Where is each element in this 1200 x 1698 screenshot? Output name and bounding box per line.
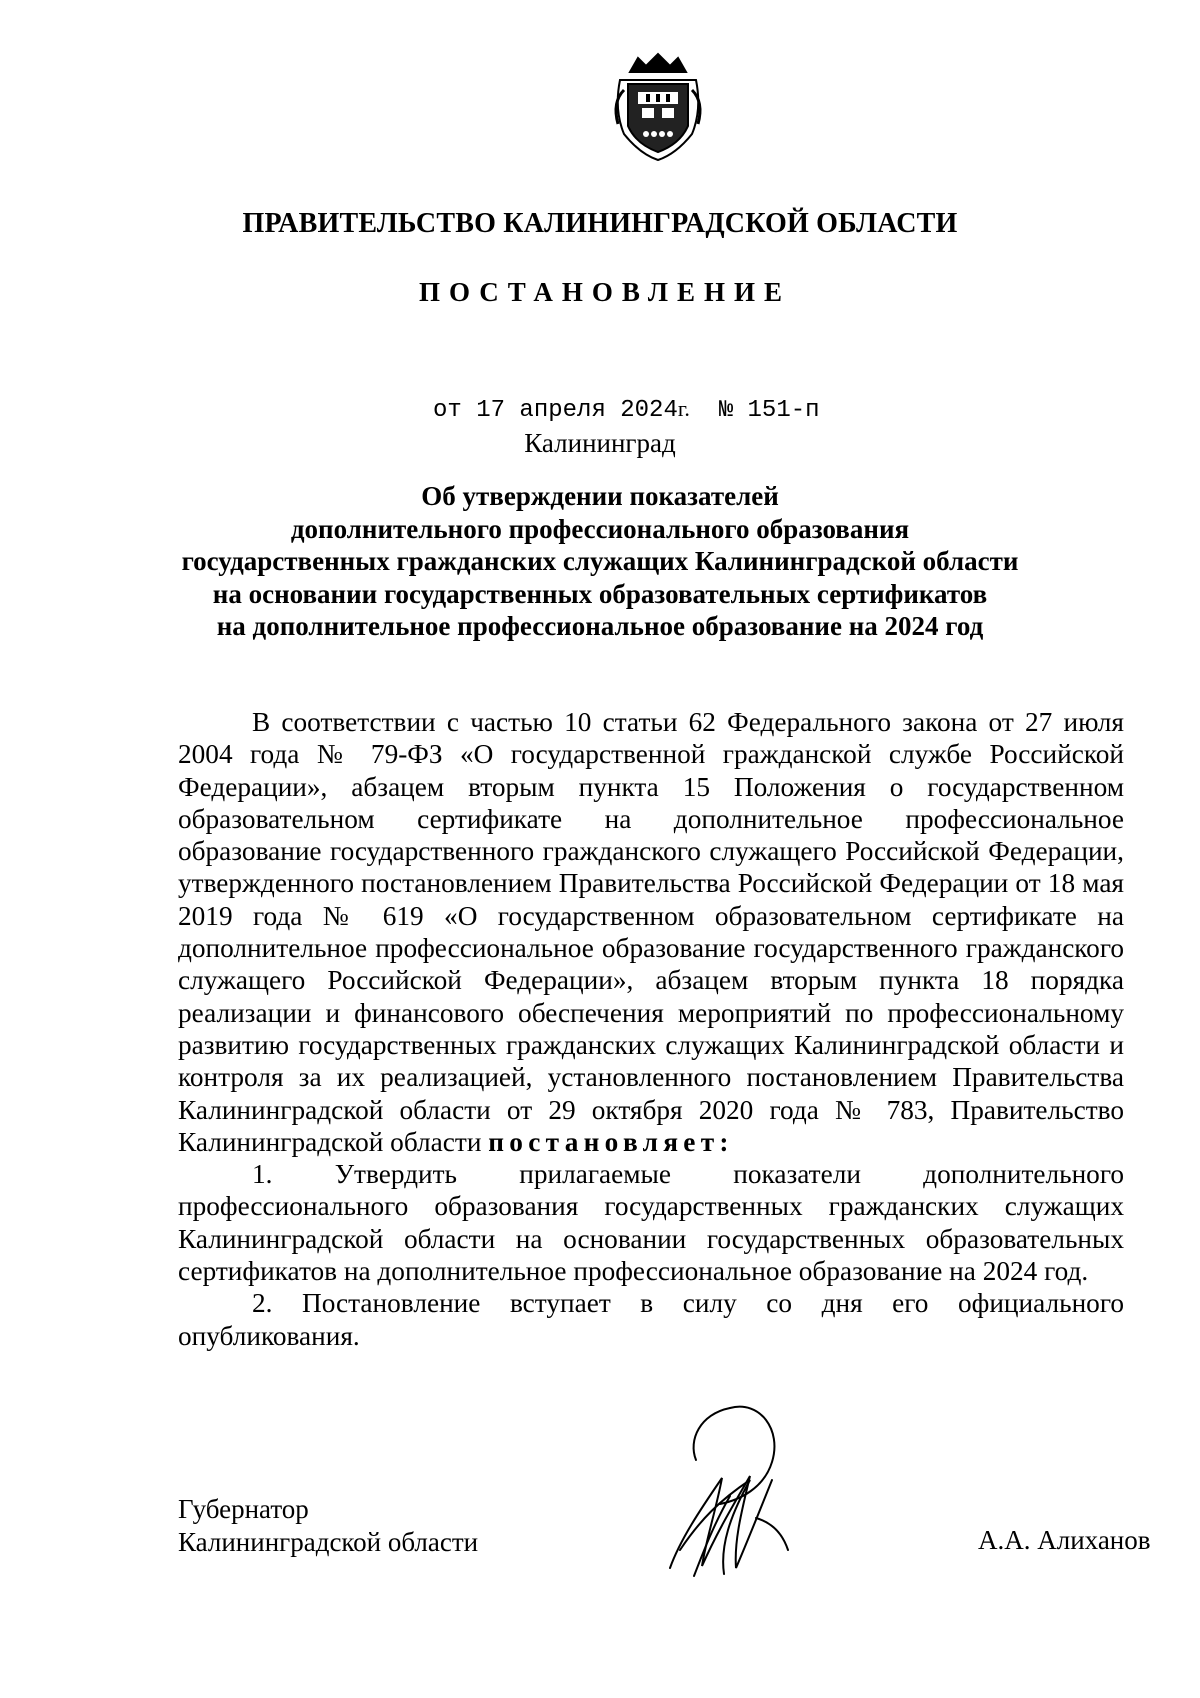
- resolves-keyword: постановляет:: [488, 1126, 734, 1157]
- resolution-item-2: 2. Постановление вступает в силу со дня его официального опубликования.: [178, 1288, 1124, 1351]
- coat-of-arms-emblem-icon: [610, 50, 706, 162]
- document-body: [178, 706, 1124, 1352]
- preamble-text: В соответствии с частью 10 статьи 62 Федерального закона от 27 июля 2004 года № 79-ФЗ «О государственной гражданской службе Российской Федерации», абзацем вторым пункта 15 Положения о государственном образовательном сертификате на дополнительное профессиональное образование государственного гражданского служащего Российской Федерации, утвержденного постановлением Правительства Российской Федерации от 18 мая 2019 года № 619 «О государственном образовательном сертификате на дополнительное профессиональное образование государственного гражданского служащего Российской Федерации», абзацем вторым пункта 18 порядка реализации и финансового обеспечения мероприятий по профессиональному развитию государственных гражданских служащих Калининградской области и контроля за их реализацией, установленного постановлением Правительства Калининградской области от 29 октября 2020 года № 783, Правительство Калининградской области: [178, 707, 1124, 1157]
- number-prefix: №: [718, 397, 734, 424]
- organization-title: ПРАВИТЕЛЬСТВО КАЛИНИНГРАДСКОЙ ОБЛАСТИ: [242, 208, 958, 239]
- preamble-paragraph: [178, 706, 1124, 1158]
- resolution-item-1: 1. Утвердить прилагаемые показатели дополнительного профессионального образования государственных гражданских служащих Калининградской области на основании государственных образовательных сертификатов на дополнительное профессиональное образование на 2024 год.: [178, 1159, 1124, 1287]
- role-line: Калининградской области: [178, 1527, 479, 1557]
- document-number: 151-п: [747, 397, 820, 424]
- subject-line: Об утверждении показателей: [421, 481, 779, 511]
- city: Калининград: [524, 428, 676, 458]
- signatory-name: А.А. Алиханов: [978, 1525, 1151, 1555]
- handwritten-signature-icon: [660, 1400, 810, 1590]
- subject-line: дополнительного профессионального образования: [290, 513, 910, 544]
- role-line: Губернатор: [178, 1494, 309, 1524]
- subject-line: государственных гражданских служащих Калининградской области: [181, 546, 1019, 576]
- signatory-role: [178, 1493, 478, 1559]
- year-suffix: г.: [677, 396, 690, 421]
- date-number-line: [433, 396, 820, 424]
- document-type: ПОСТАНОВЛЕНИЕ: [418, 277, 792, 307]
- date-prefix: от: [433, 397, 462, 424]
- subject-line: на дополнительное профессиональное образование на 2024 год: [216, 611, 984, 641]
- subject-line: на основании государственных образовательных сертификатов: [212, 578, 988, 609]
- document-subject: [0, 480, 1200, 643]
- document-date: 17 апреля 2024: [476, 397, 678, 424]
